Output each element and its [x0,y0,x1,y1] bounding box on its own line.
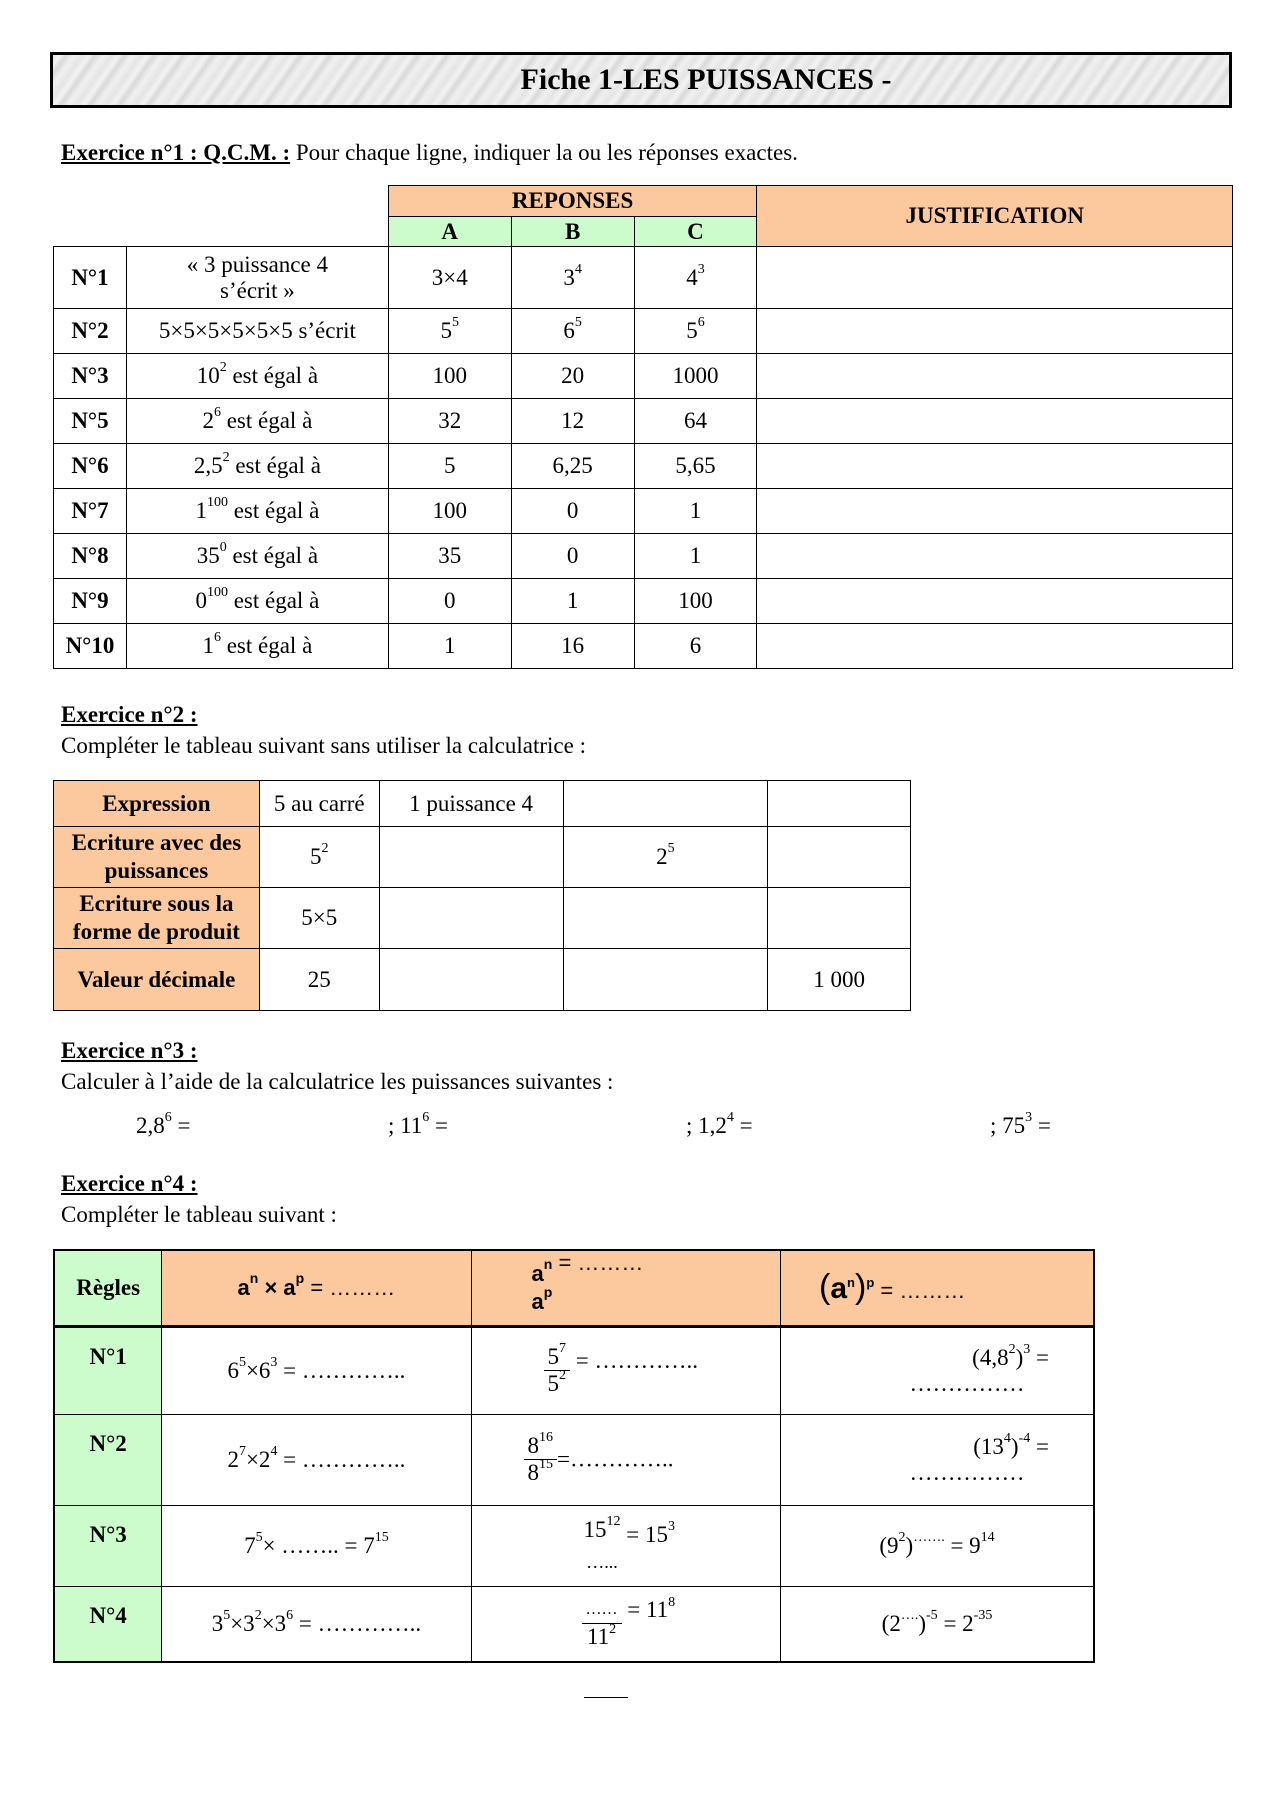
product-exercise[interactable]: $6^5\times 6^3$ = ………….. [162,1326,471,1414]
rule-product: $a^n \times a^p$ = ……… [162,1250,471,1326]
justification-cell[interactable] [757,354,1233,399]
table-row [54,247,1233,309]
answer-a[interactable]: 35 [388,534,511,579]
header-regles: Règles [54,1250,162,1326]
answer-c[interactable]: 1000 [634,354,757,399]
answer-b[interactable]: 12 [511,399,634,444]
answer-a[interactable]: 5 [388,444,511,489]
product-exercise[interactable]: $3^5\times 3^2\times 3^6$ = ………….. [162,1586,471,1662]
table-row [54,534,1233,579]
power-exercise[interactable]: $(2^{\dots.})^{-5} = 2^{-35}$ [781,1586,1094,1662]
rule-power: $(a^n)^p$ = ……… [781,1250,1094,1326]
justification-cell[interactable] [757,579,1233,624]
power-exercise[interactable]: $(13^4)^{-4}$ = …………… [781,1414,1094,1505]
justification-cell[interactable] [757,399,1233,444]
answer-c[interactable]: 6 [634,624,757,669]
row-num: N°10 [54,624,127,669]
table-row [54,489,1233,534]
answer-a[interactable]: 100 [388,354,511,399]
answer-a[interactable]: 100 [388,489,511,534]
answer-c[interactable]: 64 [634,399,757,444]
ex1-table [53,185,1233,669]
product-cell: 5×5 [259,888,379,949]
row-num: N°8 [54,534,127,579]
justification-cell[interactable] [757,247,1233,309]
ex3-item[interactable]: ; $75^3$ = [990,1110,1051,1138]
ex4-header [61,1171,198,1197]
row-label-expression: Expression [54,781,260,827]
ex1-header-a: A [388,217,511,247]
answer-a[interactable]: 32 [388,399,511,444]
ex1-empty-corner [54,186,389,217]
table-row [54,354,1233,399]
row-question: $1^6$ est égal à [126,624,388,669]
answer-c[interactable]: 1 [634,534,757,579]
product-exercise[interactable]: $7^5\times$ …….. = $7^{15}$ [162,1505,471,1586]
row-num: N°7 [54,489,127,534]
ex4-heading: Exercice n°4 : [61,1171,198,1196]
ex3-header [61,1038,198,1064]
ex2-table [53,780,911,1011]
answer-b[interactable]: 0 [511,489,634,534]
row-question: 5×5×5×5×5×5 s’écrit [126,309,388,354]
row-label-valeur: Valeur décimale [54,949,260,1011]
row-num: N°6 [54,444,127,489]
power-exercise[interactable]: $(4,8^2)^3$ = …………… [781,1326,1094,1414]
ex1-empty-corner-2 [54,217,389,247]
row-num: N°2 [54,1414,162,1505]
value-cell[interactable] [379,949,563,1011]
product-exercise[interactable]: $2^7\times 2^4$ = ………….. [162,1414,471,1505]
ex1-header [61,140,798,166]
justification-cell[interactable] [757,444,1233,489]
answer-b[interactable]: 6,25 [511,444,634,489]
row-question: $2,5^2$ est égal à [126,444,388,489]
expression-cell[interactable] [563,781,768,827]
answer-b[interactable]: $6^5$ [511,309,634,354]
answer-b[interactable]: 16 [511,624,634,669]
ex3-heading: Exercice n°3 : [61,1038,198,1063]
ex4-instruction: Compléter le tableau suivant : [61,1202,337,1227]
table-row [54,827,911,888]
ex2-instruction: Compléter le tableau suivant sans utiliser la calculatrice : [61,733,586,758]
answer-c[interactable]: 5,65 [634,444,757,489]
ex4-table [53,1249,1095,1663]
table-row [54,399,1233,444]
ex1-instruction: Pour chaque ligne, indiquer la ou les réponses exactes. [290,140,798,165]
ex3-item[interactable]: $2,8^6$ = [136,1110,191,1138]
quotient-exercise[interactable]: $15^{12}$ …... = $15^3$ [471,1505,780,1586]
ex3-instruction: Calculer à l’aide de la calculatrice les puissances suivantes : [61,1069,614,1094]
answer-c[interactable]: 1 [634,489,757,534]
ex3-item[interactable]: ; $11^6$ = [388,1110,449,1138]
value-cell: 1 000 [768,949,911,1011]
answer-b[interactable]: 20 [511,354,634,399]
row-question: « 3 puissance 4 s’écrit » [126,247,388,309]
table-row [54,1505,1094,1586]
product-cell[interactable] [379,888,563,949]
quotient-exercise[interactable]: $\frac{8^{16}}{8^{15}}$ =………….. [471,1414,780,1505]
table-row [54,781,911,827]
footer-divider [584,1697,628,1698]
expression-cell[interactable] [768,781,911,827]
ex1-header-reponses: REPONSES [388,186,757,217]
power-exercise[interactable]: $(9^2)^{\dots\dots.} = 9^{14}$ [781,1505,1094,1586]
row-num: N°1 [54,247,127,309]
answer-c[interactable]: $5^6$ [634,309,757,354]
row-question: $2^6$ est égal à [126,399,388,444]
product-cell[interactable] [563,888,768,949]
row-question: $10^2$ est égal à [126,354,388,399]
row-question: $35^0$ est égal à [126,534,388,579]
page-title: Fiche 1-LES PUISSANCES - [520,63,892,96]
answer-a[interactable]: 0 [388,579,511,624]
row-label-puissances: Ecriture avec des puissances [54,827,260,888]
row-num: N°2 [54,309,127,354]
row-num: N°5 [54,399,127,444]
ex1-header-c: C [634,217,757,247]
justification-cell[interactable] [757,624,1233,669]
table-row [54,1250,1094,1326]
justification-cell[interactable] [757,309,1233,354]
justification-cell[interactable] [757,534,1233,579]
row-question: $0^{100}$ est égal à [126,579,388,624]
ex1-heading: Exercice n°1 : Q.C.M. : [61,140,291,165]
table-row [54,579,1233,624]
value-cell[interactable] [563,949,768,1011]
power-cell: $5^2$ [259,827,379,888]
expression-cell: 1 puissance 4 [379,781,563,827]
row-num: N°4 [54,1586,162,1662]
answer-a[interactable]: 1 [388,624,511,669]
quotient-exercise[interactable]: $\frac{\dots\dots}{11^2}$ = $11^8$ [471,1586,780,1662]
table-row [54,949,911,1011]
ex1-rows [54,247,1233,669]
page-title-box [50,52,1232,108]
answer-c[interactable]: 100 [634,579,757,624]
expression-cell: 5 au carré [259,781,379,827]
table-row [54,624,1233,669]
ex1-header-b: B [511,217,634,247]
row-num: N°3 [54,354,127,399]
product-cell[interactable] [768,888,911,949]
rule-quotient: $a^n$ $a^p$ = ……… [471,1250,780,1326]
row-label-produit: Ecriture sous la forme de produit [54,888,260,949]
table-row [54,444,1233,489]
justification-cell[interactable] [757,489,1233,534]
table-row [54,309,1233,354]
ex2-heading: Exercice n°2 : [61,702,198,727]
row-num: N°3 [54,1505,162,1586]
power-cell: $2^5$ [563,827,768,888]
power-cell[interactable] [379,827,563,888]
answer-c[interactable]: $4^3$ [634,247,757,309]
quotient-exercise[interactable]: $\frac{5^7}{5^2}$ = ………….. [471,1326,780,1414]
table-row [54,888,911,949]
row-num: N°9 [54,579,127,624]
value-cell: 25 [259,949,379,1011]
row-num: N°1 [54,1326,162,1414]
ex1-header-justification: JUSTIFICATION [757,186,1233,247]
power-cell[interactable] [768,827,911,888]
row-question: $1^{100}$ est égal à [126,489,388,534]
answer-a[interactable]: $5^5$ [388,309,511,354]
ex2-header [61,702,198,728]
table-row [54,1326,1094,1414]
table-row [54,1586,1094,1662]
ex3-item[interactable]: ; $1,2^4$ = [686,1110,753,1138]
answer-b[interactable]: 0 [511,534,634,579]
answer-a[interactable]: 3×4 [388,247,511,309]
answer-b[interactable]: $3^4$ [511,247,634,309]
answer-b[interactable]: 1 [511,579,634,624]
table-row [54,1414,1094,1505]
